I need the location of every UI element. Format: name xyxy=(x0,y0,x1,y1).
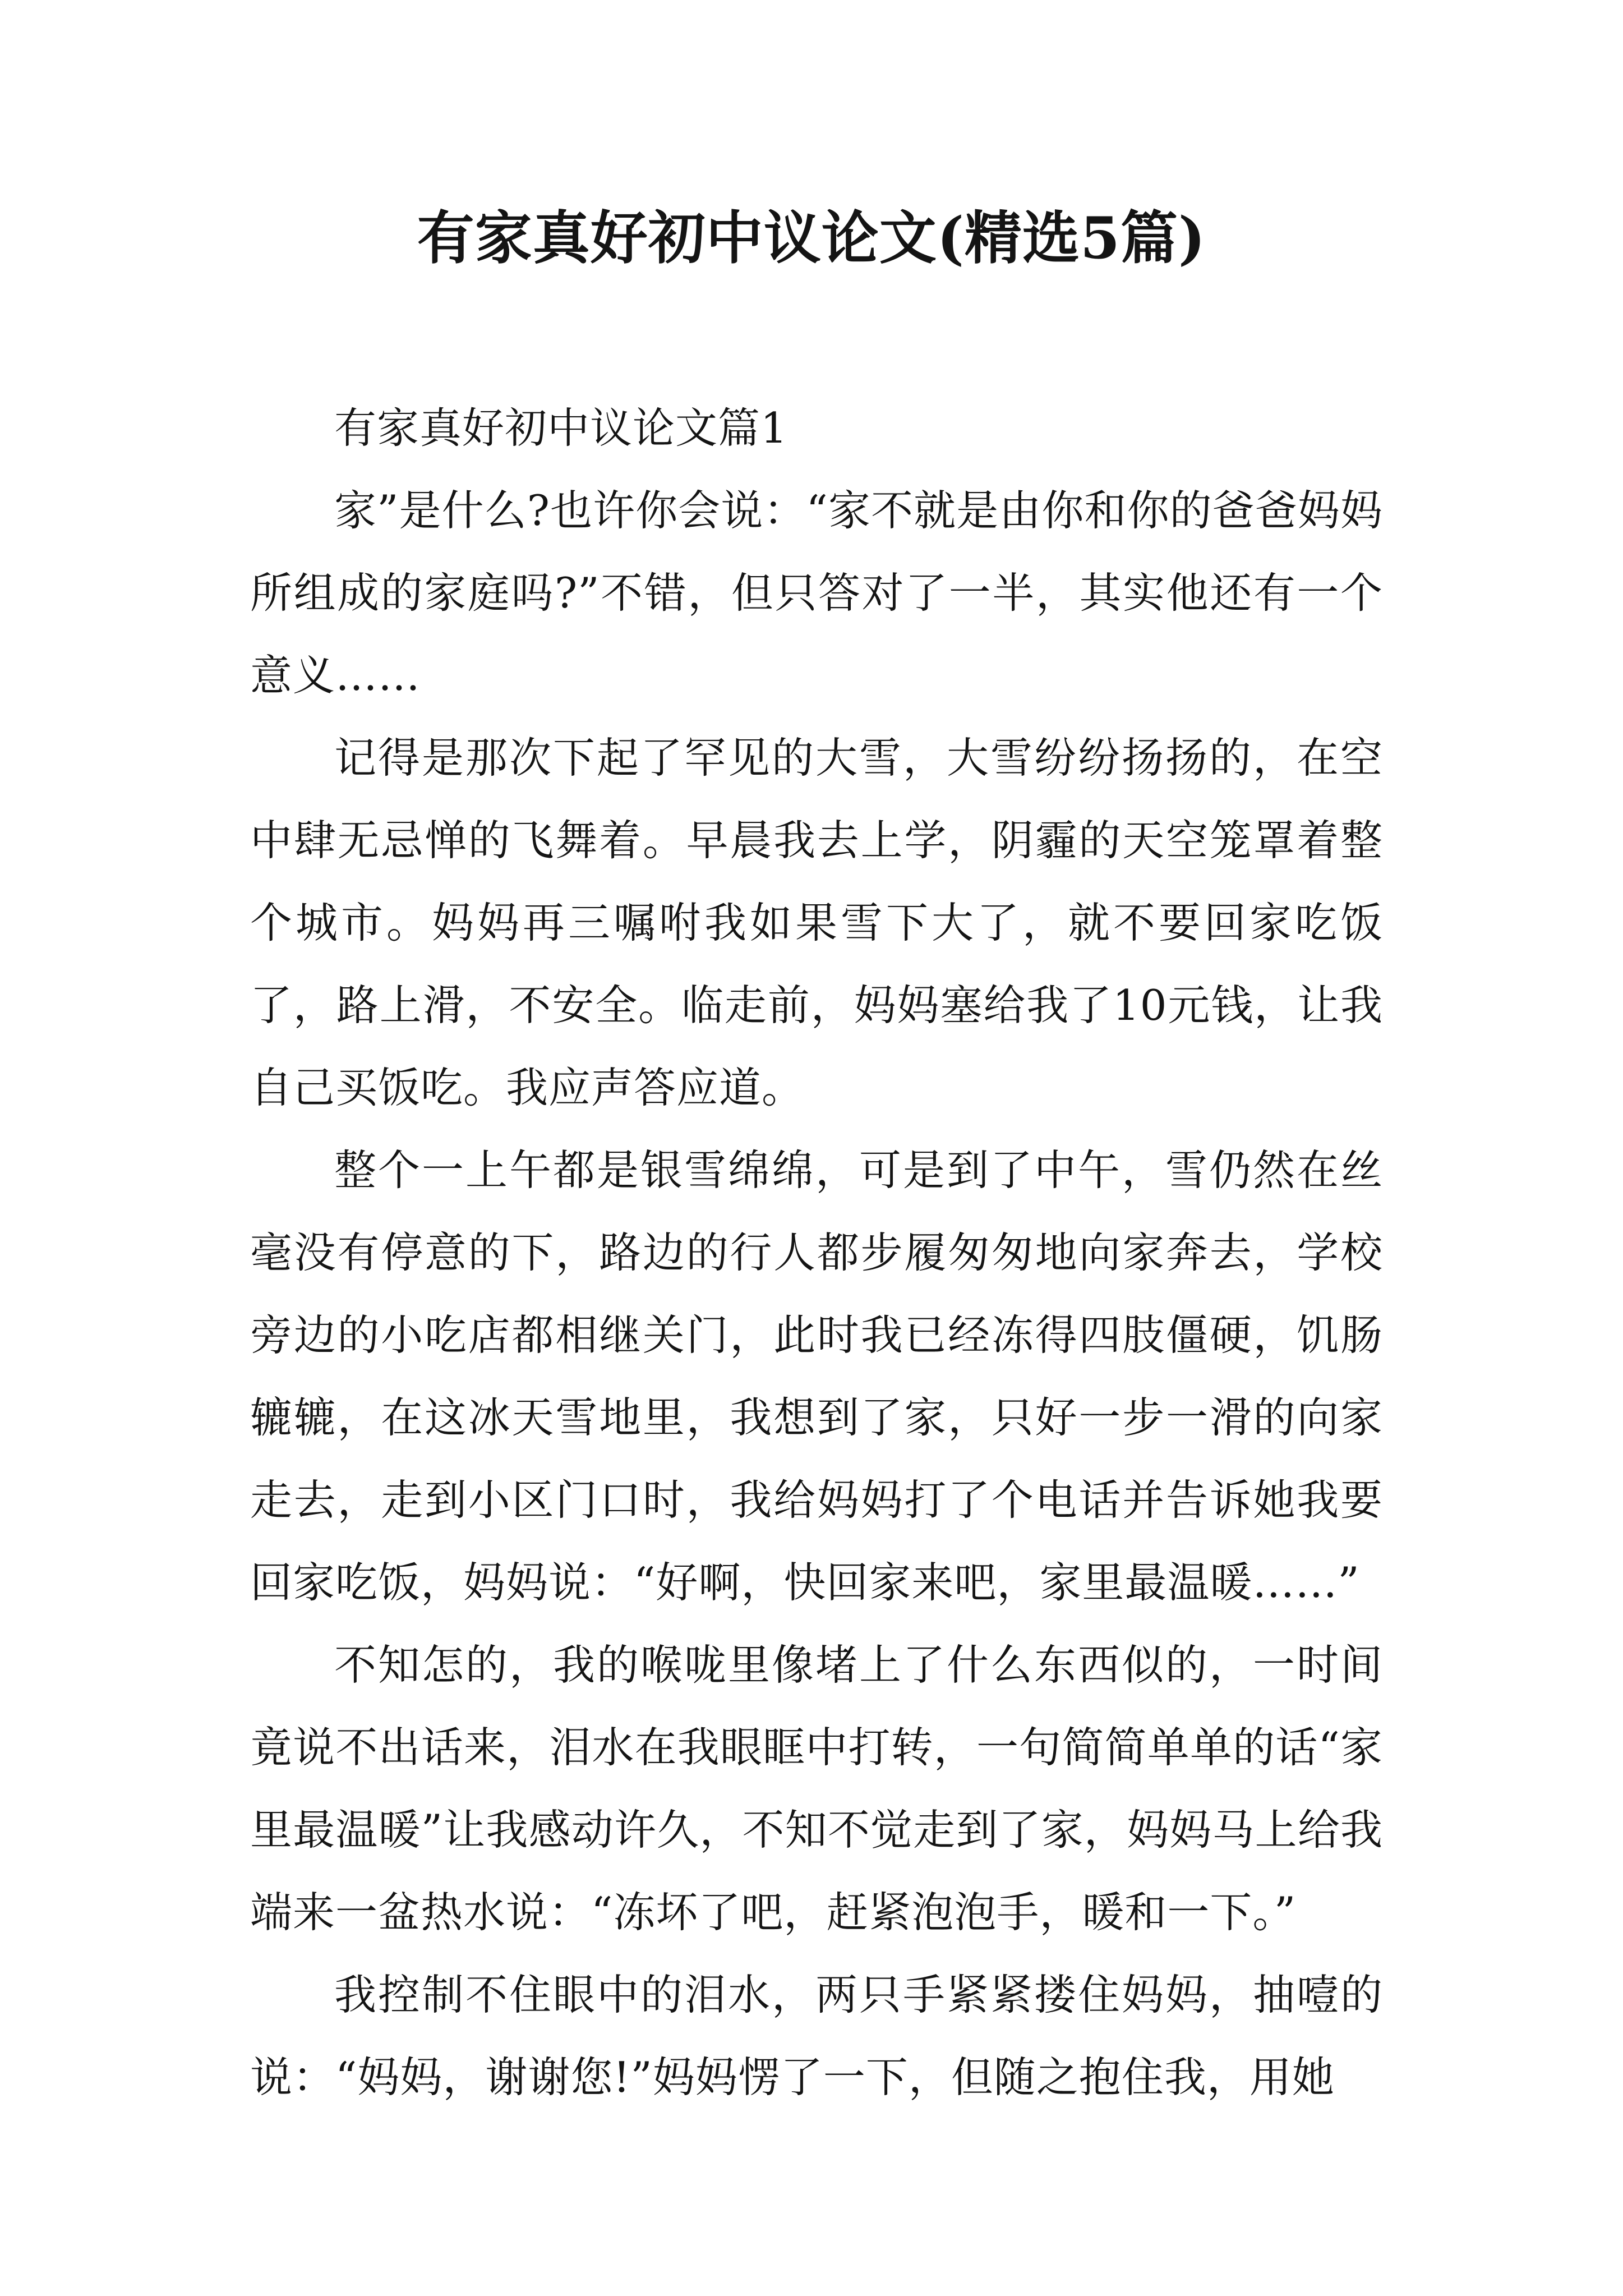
paragraph: 家”是什么?也许你会说：“家不就是由你和你的爸爸妈妈所组成的家庭吗?”不错，但只答对了一半，其实他还有一个意义…… xyxy=(250,486,1383,700)
document-body xyxy=(250,387,1383,2119)
document-title: 有家真好初中议论文(精选5篇) xyxy=(417,205,1206,272)
paragraph: 我控制不住眼中的泪水，两只手紧紧搂住妈妈，抽噎的说：“妈妈，谢谢您!”妈妈愣了一下，但随之抱住我，用她 xyxy=(250,1970,1383,2102)
paragraph: 不知怎的，我的喉咙里像堵上了什么东西似的，一时间竟说不出话来，泪水在我眼眶中打转，一句简简单单的话“家里最温暖”让我感动许久，不知不觉走到了家，妈妈马上给我端来一盆热水说：“冻坏了吧，赶紧泡泡手，暖和一下。” xyxy=(250,1640,1383,1937)
paragraph: 记得是那次下起了罕见的大雪，大雪纷纷扬扬的，在空中肆无忌惮的飞舞着。早晨我去上学，阴霾的天空笼罩着整个城市。妈妈再三嘱咐我如果雪下大了，就不要回家吃饭了，路上滑，不安全。临走前，妈妈塞给我了10元钱，让我自己买饭吃。我应声答应道。 xyxy=(250,733,1383,1112)
paragraph: 整个一上午都是银雪绵绵，可是到了中午，雪仍然在丝毫没有停意的下，路边的行人都步履匆匆地向家奔去，学校旁边的小吃店都相继关门，此时我已经冻得四肢僵硬，饥肠辘辘，在这冰天雪地里，我想到了家，只好一步一滑的向家走去，走到小区门口时，我给妈妈打了个电话并告诉她我要回家吃饭，妈妈说：“好啊，快回家来吧，家里最温暖……” xyxy=(250,1145,1383,1607)
section-heading: 有家真好初中议论文篇1 xyxy=(334,403,788,453)
